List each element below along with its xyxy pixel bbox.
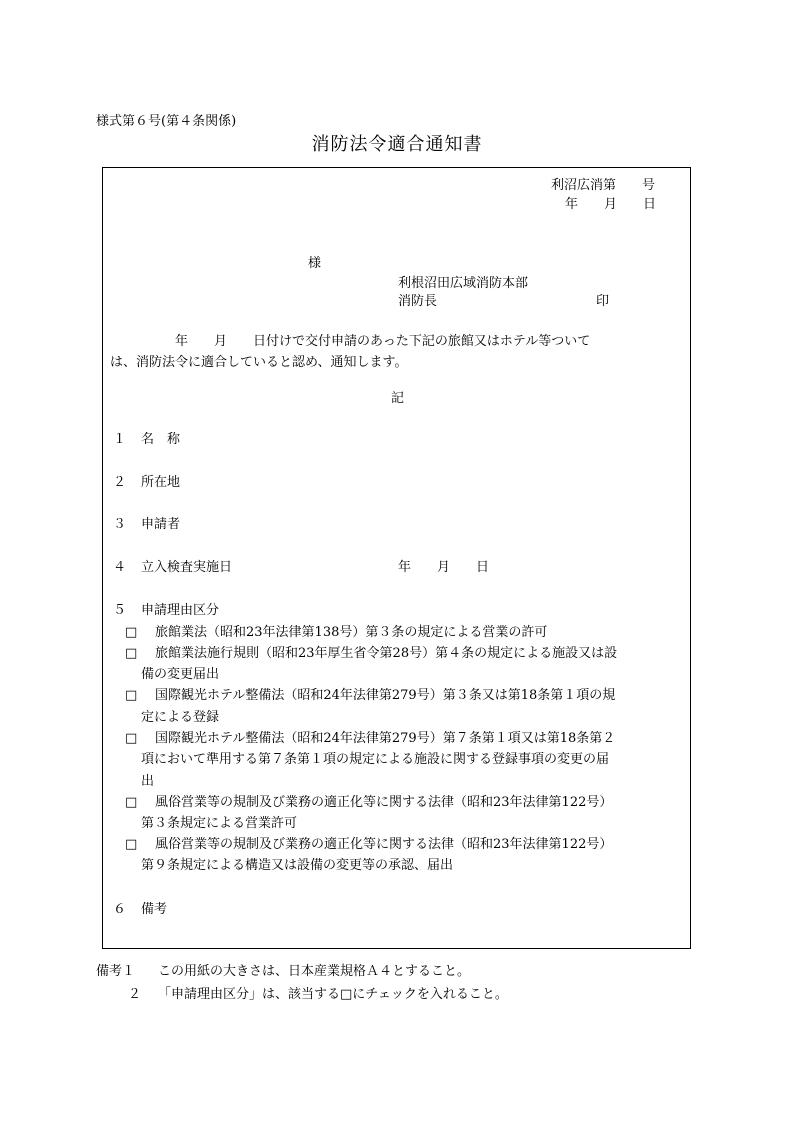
- reason-6-text-cont: 第９条規定による構造又は設備の変更等の承認、届出: [141, 858, 454, 873]
- item-5-label: 申請理由区分: [141, 603, 220, 618]
- reason-2-checkbox[interactable]: □: [125, 646, 138, 661]
- reason-4-checkbox[interactable]: □: [125, 731, 138, 746]
- inspection-date: 年 月 日: [398, 560, 490, 575]
- reason-1-checkbox[interactable]: □: [125, 625, 138, 640]
- notice-frame: [102, 167, 691, 949]
- item-4-number: ４: [113, 560, 127, 575]
- sender-organization: 利根沼田広域消防本部: [398, 276, 529, 291]
- note-1: この用紙の大きさは、日本産業規格Ａ４とすること。: [158, 964, 471, 979]
- body-line-1: 年 月 日付けで交付申請のあった下記の旅館又はホテル等ついて: [175, 334, 591, 349]
- item-1-number: １: [113, 432, 127, 447]
- reason-4-text-cont-1: 項において準用する第７条第１項の規定による施設に関する登録事項の変更の届: [141, 752, 610, 767]
- reason-2-text: 旅館業法施行規則（昭和23年厚生省令第28号）第４条の規定による施設又は設: [155, 646, 618, 661]
- reason-5-text-cont: 第３条規定による営業許可: [141, 816, 298, 831]
- item-4-label: 立入検査実施日: [141, 560, 233, 575]
- seal-mark: 印: [596, 294, 610, 309]
- reason-5-text: 風俗営業等の規制及び業務の適正化等に関する法律（昭和23年法律第122号）: [155, 795, 613, 810]
- note-2-number: ２: [128, 987, 142, 1002]
- reason-3-checkbox[interactable]: □: [125, 688, 138, 703]
- note-2: 「申請理由区分」は、該当する□にチェックを入れること。: [158, 987, 508, 1002]
- reason-6-text: 風俗営業等の規制及び業務の適正化等に関する法律（昭和23年法律第122号）: [155, 837, 613, 852]
- addressee-honorific: 様: [308, 256, 322, 271]
- item-5-number: ５: [113, 603, 127, 618]
- reason-2-text-cont: 備の変更届出: [141, 667, 220, 682]
- ki-heading: 記: [391, 391, 405, 406]
- form-number-label: 様式第６号(第４条関係): [96, 114, 237, 129]
- item-1-label: 名 称: [141, 432, 181, 447]
- reason-4-text-cont-2: 出: [141, 774, 155, 789]
- notes-label: 備考１: [96, 964, 136, 979]
- reason-3-text-cont: 定による登録: [141, 710, 220, 725]
- item-2-label: 所在地: [141, 475, 181, 490]
- reason-5-checkbox[interactable]: □: [125, 795, 138, 810]
- issue-date: 年 月 日: [565, 197, 657, 212]
- item-6-label: 備考: [141, 902, 168, 917]
- reason-4-text: 国際観光ホテル整備法（昭和24年法律第279号）第７条第１項又は第18条第２: [155, 731, 616, 746]
- item-3-number: ３: [113, 517, 127, 532]
- document-number: 利沼広消第 号: [551, 178, 656, 193]
- reason-6-checkbox[interactable]: □: [125, 837, 138, 852]
- reason-3-text: 国際観光ホテル整備法（昭和24年法律第279号）第３条又は第18条第１項の規: [155, 688, 616, 703]
- item-2-number: ２: [113, 475, 127, 490]
- document-title: 消防法令適合通知書: [311, 134, 483, 155]
- item-6-number: ６: [113, 902, 127, 917]
- sender-chief: 消防長: [398, 294, 438, 309]
- reason-1-text: 旅館業法（昭和23年法律第138号）第３条の規定による営業の許可: [155, 625, 548, 640]
- item-3-label: 申請者: [141, 517, 181, 532]
- body-line-2: は、消防法令に適合していると認め、通知します。: [110, 355, 408, 370]
